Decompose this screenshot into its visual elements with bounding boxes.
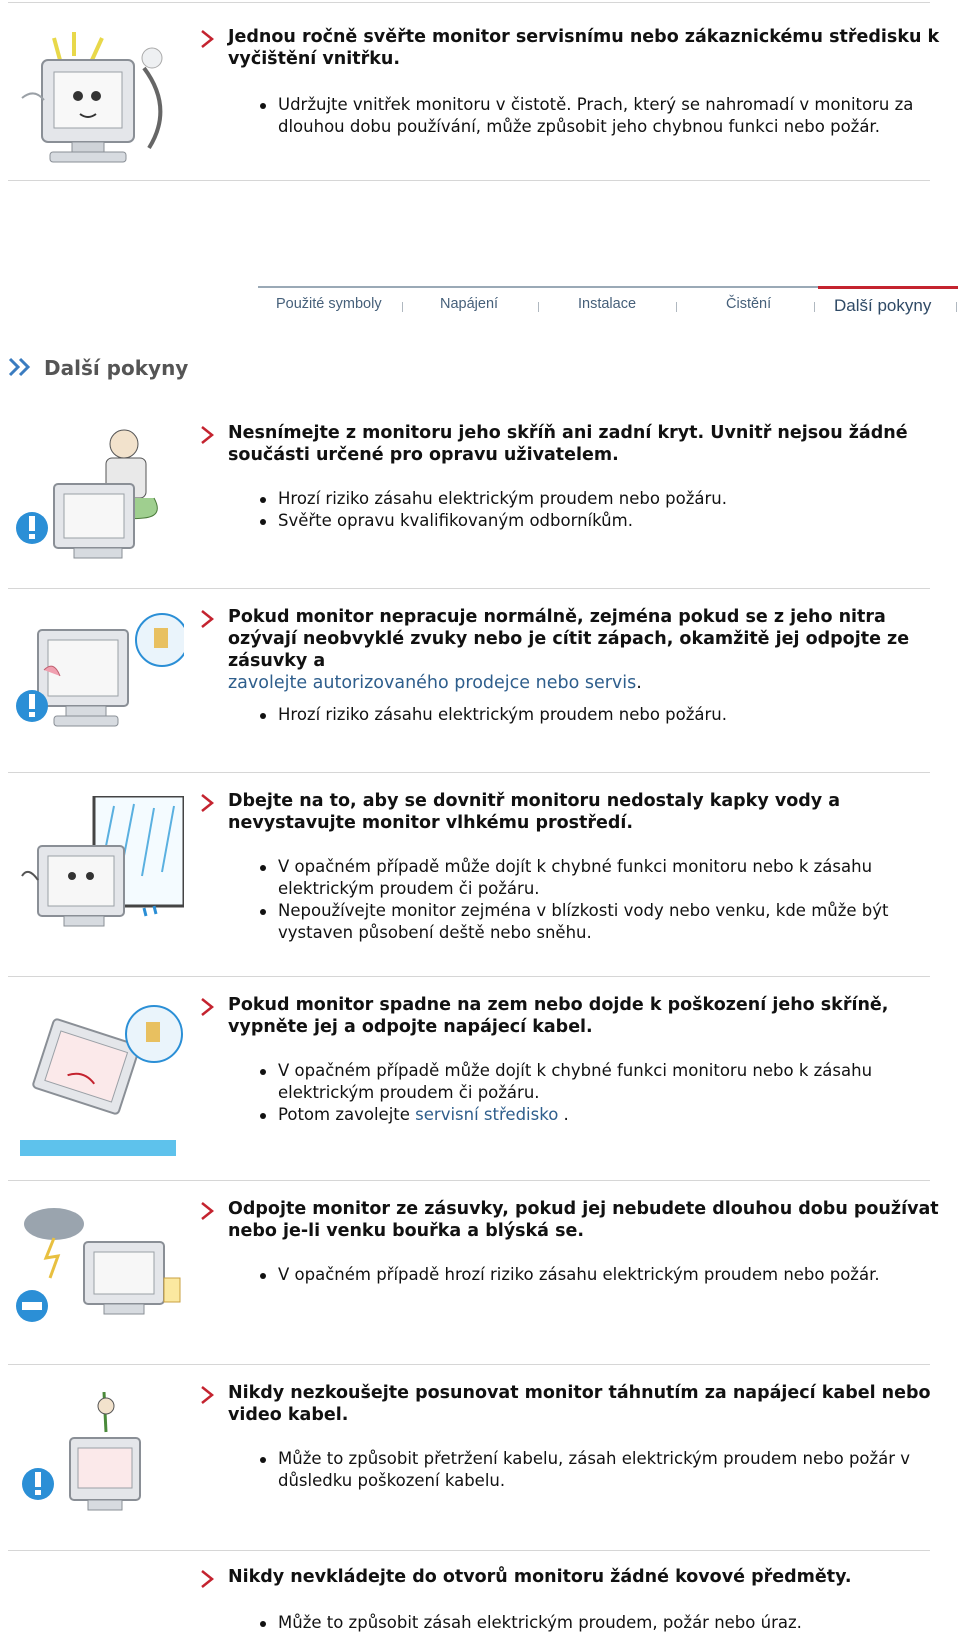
nav-line <box>258 286 818 288</box>
bullet-list <box>250 94 930 138</box>
block-heading <box>200 1198 940 1242</box>
nav-item-installation[interactable]: Instalace <box>578 296 637 312</box>
block-heading <box>200 994 940 1038</box>
divider <box>8 1180 930 1181</box>
block-heading <box>200 1382 940 1426</box>
nav-active-indicator <box>818 286 958 289</box>
heading-text: Odpojte monitor ze zásuvky, pokud jej nebudete dlouhou dobu používat nebo je-li venku bouřka a blýská se. <box>228 1199 939 1241</box>
list-item: Může to způsobit přetržení kabelu, zásah elektrickým proudem nebo požár v důsledku poškození kabelu. <box>250 1448 930 1492</box>
bullet-list <box>250 1264 930 1286</box>
unplug-illustration <box>14 610 194 740</box>
storm-unplug-illustration <box>14 1202 194 1332</box>
bullet-list <box>250 488 930 532</box>
block-heading <box>200 26 940 70</box>
block-heading <box>200 422 940 466</box>
divider <box>8 2 930 3</box>
service-link[interactable]: zavolejte autorizovaného prodejce nebo servis <box>228 673 637 693</box>
list-item: V opačném případě může dojít k chybné funkci monitoru nebo k zásahu elektrickým proudem či požáru. <box>250 856 930 900</box>
divider <box>8 1364 930 1365</box>
list-item: Potom zavolejte servisní středisko . <box>250 1104 930 1126</box>
rain-window-illustration <box>14 796 194 936</box>
chevron-icon <box>200 1202 214 1220</box>
service-center-link[interactable]: servisní středisko <box>415 1105 559 1124</box>
divider <box>8 1550 930 1551</box>
cable-pull-illustration <box>14 1392 194 1532</box>
divider <box>8 976 930 977</box>
section-title-text: Další pokyny <box>44 356 189 380</box>
list-item: V opačném případě hrozí riziko zásahu elektrickým proudem nebo požár. <box>250 1264 930 1286</box>
chevron-icon <box>200 30 214 48</box>
divider <box>8 180 930 181</box>
nav-item-symbols[interactable]: Použité symboly <box>276 296 382 312</box>
heading-text: Pokud monitor nepracuje normálně, zejména pokud se z jeho nitra ozývají neobvyklé zvuky nebo je cítit zápach, okamžitě jej odpojte ze zásuvky a zavolejte autorizovaného prodejce nebo servis. <box>228 607 910 693</box>
heading-text: Dbejte na to, aby se dovnitř monitoru nedostaly kapky vody a nevystavujte monitor vlhkému prostředí. <box>228 791 841 833</box>
heading-text: Pokud monitor spadne na zem nebo dojde k poškození jeho skříně, vypněte jej a odpojte napájecí kabel. <box>228 995 889 1037</box>
bullet-list <box>250 1448 930 1492</box>
heading-text: Jednou ročně svěřte monitor servisnímu nebo zákaznickému středisku k vyčištění vnitřku. <box>228 27 940 69</box>
block-heading <box>200 606 940 694</box>
nav-separator <box>956 302 957 312</box>
fallen-monitor-illustration <box>14 1000 194 1160</box>
list-item: V opačném případě může dojít k chybné funkci monitoru nebo k zásahu elektrickým proudem či požáru. <box>250 1060 930 1104</box>
heading-text: Nesnímejte z monitoru jeho skříň ani zadní kryt. Uvnitř nejsou žádné součásti určené pro opravu uživatelem. <box>228 423 908 465</box>
nav-separator <box>676 302 677 312</box>
heading-text: Nikdy nezkoušejte posunovat monitor táhnutím za napájecí kabel nebo video kabel. <box>228 1383 931 1425</box>
nav-item-other[interactable]: Další pokyny <box>834 296 932 315</box>
bullet-list <box>250 704 930 726</box>
bullet-list <box>250 1060 930 1126</box>
section-nav <box>258 286 958 320</box>
divider <box>8 772 930 773</box>
chevron-icon <box>200 426 214 444</box>
repairman-illustration <box>14 422 194 562</box>
block-heading <box>200 1566 940 1588</box>
chevron-icon <box>200 1570 214 1588</box>
nav-item-cleaning[interactable]: Čistění <box>726 296 772 312</box>
nav-separator <box>814 302 815 312</box>
list-item: Může to způsobit zásah elektrickým proudem, požár nebo úraz. <box>250 1612 930 1634</box>
chevron-icon <box>200 610 214 628</box>
list-item: Hrozí riziko zásahu elektrickým proudem nebo požáru. <box>250 704 930 726</box>
list-item: Svěřte opravu kvalifikovaným odborníkům. <box>250 510 930 532</box>
list-item: Hrozí riziko zásahu elektrickým proudem nebo požáru. <box>250 488 930 510</box>
nav-separator <box>402 302 403 312</box>
block-heading <box>200 790 940 834</box>
double-chevron-icon <box>8 356 36 378</box>
chevron-icon <box>200 794 214 812</box>
list-item: Nepoužívejte monitor zejména v blízkosti vody nebo venku, kde může být vystaven působení deště nebo sněhu. <box>250 900 930 944</box>
nav-item-power[interactable]: Napájení <box>440 296 499 312</box>
bullet-list <box>250 856 930 944</box>
list-item: Udržujte vnitřek monitoru v čistotě. Prach, který se nahromadí v monitoru za dlouhou dobu používání, může způsobit jeho chybnou funkci nebo požár. <box>250 94 930 138</box>
heading-text: Nikdy nevkládejte do otvorů monitoru žádné kovové předměty. <box>228 1567 852 1587</box>
monitor-cleaning-illustration <box>14 28 194 168</box>
chevron-icon <box>200 1386 214 1404</box>
nav-separator <box>538 302 539 312</box>
chevron-icon <box>200 998 214 1016</box>
bullet-list <box>250 1612 930 1634</box>
divider <box>8 588 930 589</box>
